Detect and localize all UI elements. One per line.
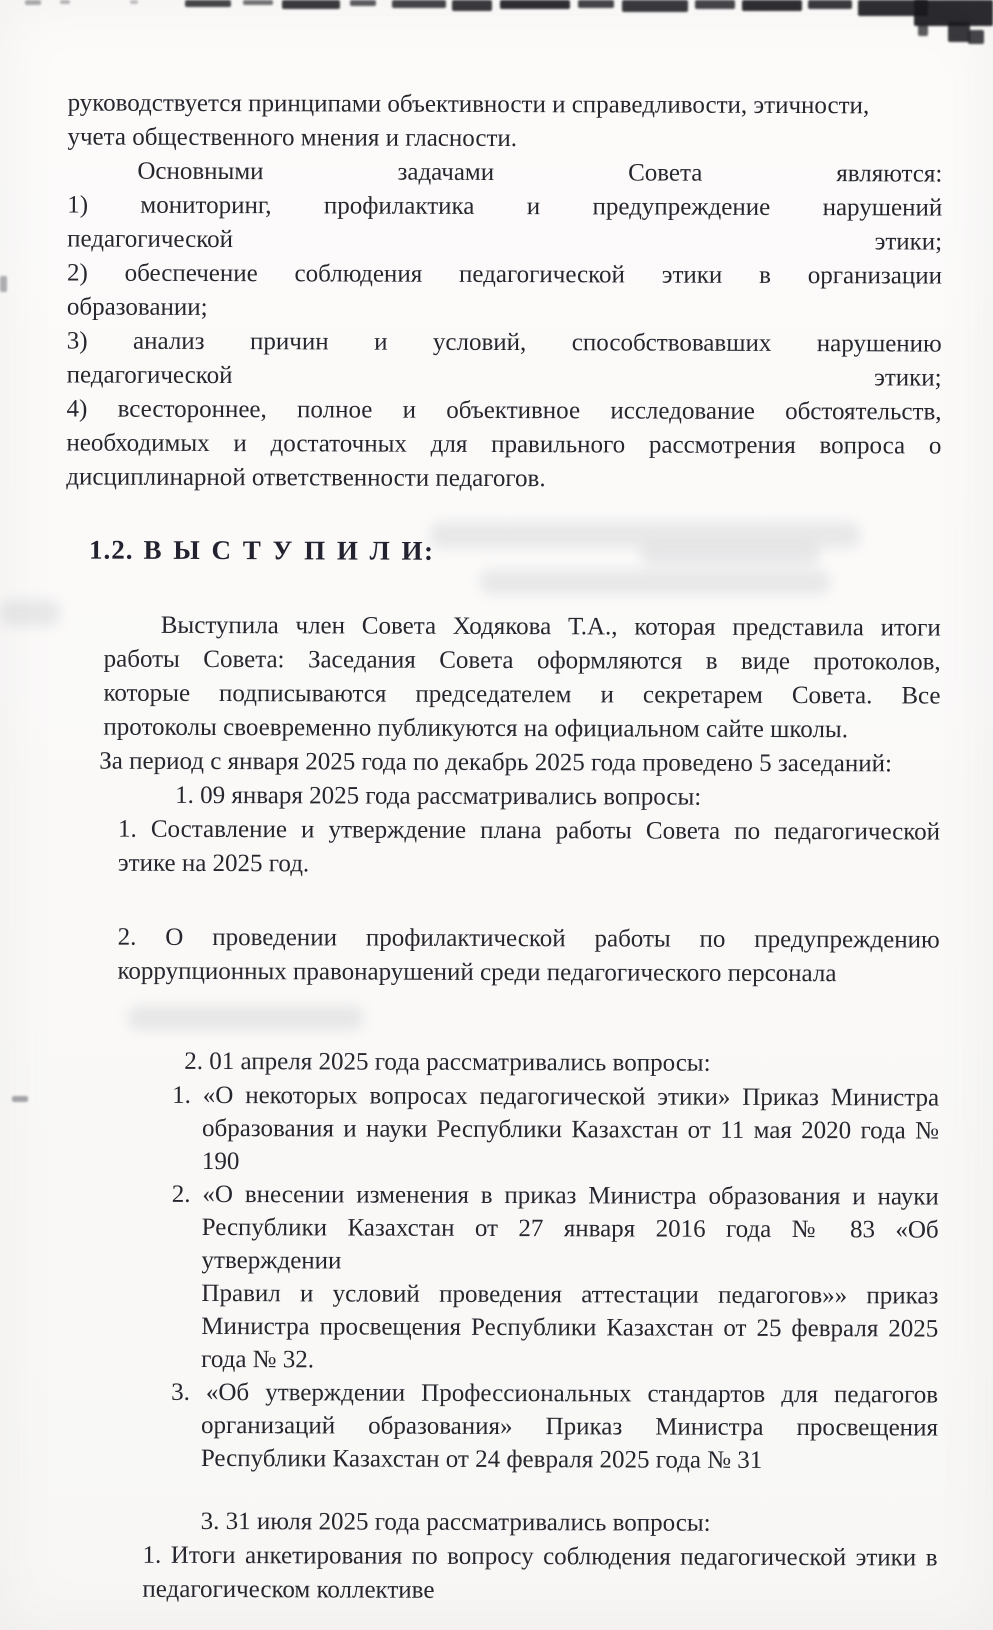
meeting-1-question-1-line: 1. Составление и утверждение плана работы Совета по педагогической bbox=[118, 815, 941, 846]
council-principles-tasks-section bbox=[66, 86, 942, 497]
agenda-item-3-line: Республики Казахстан от 24 февраля 2025 года № 31 bbox=[200, 1444, 763, 1474]
meeting-3-question-1-line: педагогическом коллективе bbox=[142, 1575, 435, 1604]
meeting-1-heading: 1. 09 января 2025 года рассматривались вопросы: bbox=[175, 781, 702, 811]
task-item-4-line: дисциплинарной ответственности педагогов. bbox=[66, 463, 546, 493]
meeting-1-question-2-line: коррупционных правонарушений среди педагогического персонала bbox=[117, 957, 837, 988]
speech-paragraph-line: работы Совета: Заседания Совета оформляются в виде протоколов, bbox=[103, 645, 941, 676]
section-title: В Ы С Т У П И Л И: bbox=[143, 534, 435, 566]
meeting-1-question-1-line: этике на 2025 год. bbox=[117, 849, 310, 878]
text-line: Основными задачами Совета являются: bbox=[137, 157, 943, 188]
task-item-3-line: педагогической этики; bbox=[66, 361, 942, 392]
task-item-2-line: 2) обеспечение соблюдения педагогической этики в организации bbox=[66, 259, 943, 290]
agenda-item-2-line: Министра просвещения Республики Казахстан от 25 февраля 2025 bbox=[201, 1312, 939, 1343]
meeting-1-question-2-line: 2. О проведении профилактической работы по предупреждению bbox=[117, 923, 940, 954]
meeting-2-heading: 2. 01 апреля 2025 года рассматривались вопросы: bbox=[184, 1047, 711, 1077]
speech-paragraph-line: протоколы своевременно публикуются на официальном сайте школы. bbox=[103, 713, 849, 744]
section-heading-vystupili bbox=[89, 531, 993, 572]
task-item-2-line: образовании; bbox=[66, 293, 208, 321]
agenda-item-2-line: Правил и условий проведения аттестации педагогов»» приказ bbox=[201, 1279, 939, 1310]
agenda-item-3-line: 3. «Об утверждении Профессиональных стандартов для педагогов bbox=[171, 1378, 939, 1409]
agenda-item-2-line: Республики Казахстан от 27 января 2016 года № 83 «Об утверждении bbox=[201, 1213, 939, 1275]
agenda-item-1-line: 190 bbox=[201, 1147, 240, 1176]
document-content bbox=[0, 86, 993, 1609]
speeches-section bbox=[100, 609, 940, 1610]
task-item-1-line: педагогической этики; bbox=[67, 225, 943, 256]
task-item-3-line: 3) анализ причин и условий, способствовавших нарушению bbox=[66, 327, 942, 358]
period-summary-line: За период с января 2025 года по декабрь 2025 года проведено 5 заседаний: bbox=[99, 747, 893, 778]
task-item-1-line: 1) мониторинг, профилактика и предупреждение нарушений bbox=[67, 191, 943, 222]
task-item-4-line: 4) всестороннее, полное и объективное исследование обстоятельств, bbox=[66, 395, 942, 426]
meeting-3-question-1-line: 1. Итоги анкетирования по вопросу соблюдения педагогической этики в bbox=[142, 1541, 938, 1572]
speech-paragraph-line: Выступила член Совета Ходякова Т.А., которая представила итоги bbox=[160, 611, 941, 642]
agenda-item-2-line: года № 32. bbox=[201, 1345, 315, 1374]
scan-artifact-top-edge bbox=[0, 0, 993, 60]
text-line: учета общественного мнения и гласности. bbox=[67, 123, 518, 153]
agenda-item-1-line: 1. «О некоторых вопросах педагогической этики» Приказ Министра bbox=[172, 1081, 940, 1112]
agenda-item-1-line: образования и науки Республики Казахстан от 11 мая 2020 года № bbox=[201, 1114, 940, 1145]
speech-paragraph-line: которые подписываются председателем и секретарем Совета. Все bbox=[103, 679, 941, 710]
text-line: руководствуется принципами объективности и справедливости, этичности, bbox=[67, 89, 870, 120]
agenda-item-3-line: организаций образования» Приказ Министра просвещения bbox=[200, 1411, 939, 1442]
meeting-2-agenda-list bbox=[101, 1079, 939, 1478]
task-item-4-line: необходимых и достаточных для правильного рассмотрения вопроса о bbox=[66, 429, 942, 460]
meeting-3-heading: 3. 31 июля 2025 года рассматривались вопросы: bbox=[200, 1507, 711, 1537]
section-number: 1.2. bbox=[88, 534, 134, 565]
agenda-item-2-line: 2. «О внесении изменения в приказ Министра образования и науки bbox=[171, 1180, 939, 1211]
